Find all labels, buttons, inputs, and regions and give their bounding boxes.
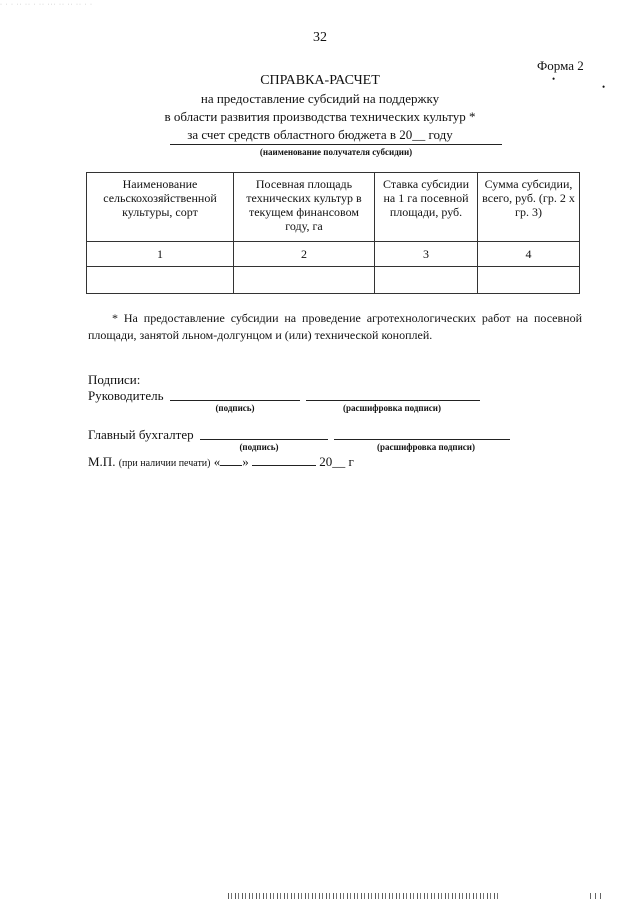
title-line: в области развития производства технических культур *: [164, 109, 476, 124]
recipient-caption: (наименование получателя субсидии): [259, 147, 413, 157]
date-day-field: [220, 465, 242, 466]
director-decode-caption: (расшифровка подписи): [343, 403, 441, 413]
form-label: Форма 2: [537, 58, 584, 73]
director-sign-line: [170, 400, 300, 401]
accountant-sign-caption: (подпись): [239, 442, 279, 452]
date-month-field: [252, 465, 316, 466]
scan-artifact-bottom: [590, 893, 604, 899]
accountant-label: Главный бухгалтер: [88, 427, 194, 442]
table-row: [87, 267, 580, 294]
scan-artifact-bottom: [228, 893, 500, 899]
column-number: 1: [87, 242, 234, 267]
scan-artifact-top: · · · ·· ·· · ·· ··· ·· ·· ·· · ·: [0, 2, 93, 8]
stamp-prefix: М.П.: [88, 454, 116, 469]
document-title: [0, 72, 640, 144]
table-cell: [234, 267, 375, 294]
director-sign-caption: (подпись): [215, 403, 255, 413]
director-decode-line: [306, 400, 480, 401]
recipient-field-line: [170, 144, 502, 145]
table-cell: [87, 267, 234, 294]
title-line: за счет средств областного бюджета в 20__ году: [187, 127, 453, 142]
date-close-quote: »: [242, 454, 249, 469]
stamp-date-line: [88, 454, 354, 470]
mark-dot: •: [552, 74, 556, 84]
calculation-table: [86, 172, 580, 294]
accountant-decode-line: [334, 439, 510, 440]
title-line: на предоставление субсидий на поддержку: [200, 91, 440, 106]
signatures-heading: Подписи:: [88, 372, 141, 387]
table-row: [87, 242, 580, 267]
date-year: 20__ г: [319, 454, 354, 469]
date-open-quote: «: [213, 454, 221, 469]
accountant-sign-line: [200, 439, 328, 440]
stamp-note: (при наличии печати): [118, 458, 211, 469]
table-header-cell: Посевная площадь технических культур в текущем финансовом году, га: [234, 173, 375, 242]
footnote: * На предоставление субсидии на проведение агротехнологических работ на посевной площади, занятой льном-долгунцом и (или) технической коноплей.: [88, 311, 582, 342]
table-cell: [478, 267, 580, 294]
director-label: Руководитель: [88, 388, 164, 403]
page-number: 32: [313, 30, 327, 45]
table-cell: [375, 267, 478, 294]
table-header-cell: Ставка субсидии на 1 га посевной площади, руб.: [375, 173, 478, 242]
accountant-decode-caption: (расшифровка подписи): [377, 442, 475, 452]
column-number: 2: [234, 242, 375, 267]
column-number: 3: [375, 242, 478, 267]
column-number: 4: [478, 242, 580, 267]
mark-dot: •: [602, 82, 606, 92]
table-header-cell: Наименование сельскохозяйственной культуры, сорт: [87, 173, 234, 242]
title-main: СПРАВКА-РАСЧЕТ: [260, 73, 380, 88]
table-header-row: [87, 173, 580, 242]
table-header-cell: Сумма субсидии, всего, руб. (гр. 2 х гр. 3): [478, 173, 580, 242]
